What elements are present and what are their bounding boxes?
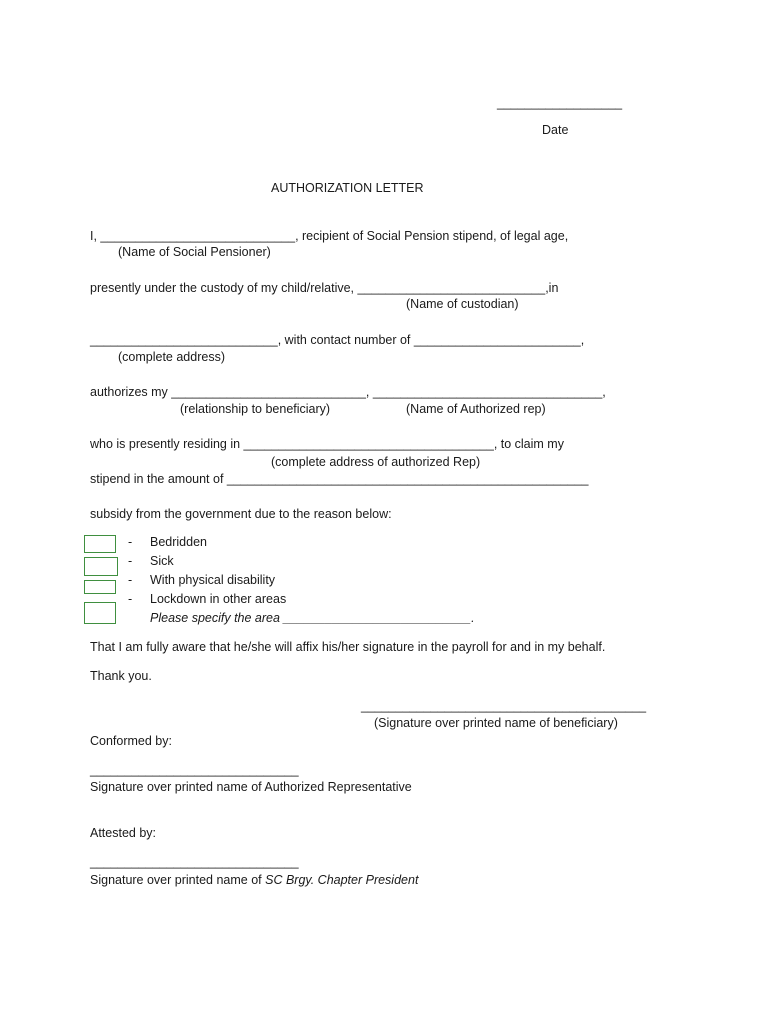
reason-item-bedridden: Bedridden bbox=[150, 535, 207, 549]
reason-item-lockdown: Lockdown in other areas bbox=[150, 592, 287, 606]
attested-heading: Attested by: bbox=[90, 826, 157, 840]
reason-dash-3: - bbox=[128, 573, 133, 587]
reason-checkbox-4[interactable] bbox=[84, 602, 116, 624]
date-label: Date bbox=[542, 123, 569, 137]
body-line-2: presently under the custody of my child/relative, ___________________________,in bbox=[90, 281, 559, 295]
reason-specify-area: Please specify the area ___________________________. bbox=[150, 611, 475, 625]
body-line-1: I, ____________________________, recipient of Social Pension stipend, of legal age, bbox=[90, 229, 569, 243]
body-line-4-caption-relationship: (relationship to beneficiary) bbox=[180, 402, 331, 416]
body-line-2-caption: (Name of custodian) bbox=[406, 297, 519, 311]
beneficiary-signature-label: (Signature over printed name of beneficiary) bbox=[374, 716, 618, 730]
body-line-3-caption: (complete address) bbox=[118, 350, 225, 364]
reason-item-physical-disability: With physical disability bbox=[150, 573, 276, 587]
reason-item-sick: Sick bbox=[150, 554, 174, 568]
letter-title: AUTHORIZATION LETTER bbox=[271, 181, 424, 195]
attested-label-prefix: Signature over printed name of bbox=[90, 873, 266, 887]
body-line-1-caption: (Name of Social Pensioner) bbox=[118, 245, 271, 259]
reason-checkbox-2[interactable] bbox=[84, 557, 118, 576]
reason-dash-2: - bbox=[128, 554, 133, 568]
body-line-6: stipend in the amount of ____________________________________________________ bbox=[90, 472, 589, 486]
body-line-4: authorizes my ____________________________, _________________________________, bbox=[90, 385, 606, 399]
conformed-signature-label: Signature over printed name of Authorized Representative bbox=[90, 780, 412, 794]
body-line-5-caption: (complete address of authorized Rep) bbox=[271, 455, 481, 469]
reason-checkbox-1[interactable] bbox=[84, 535, 116, 553]
body-line-7: subsidy from the government due to the reason below: bbox=[90, 507, 392, 521]
beneficiary-signature-line: _________________________________________ bbox=[361, 699, 647, 713]
reason-checkbox-3[interactable] bbox=[84, 580, 116, 594]
attested-signature-label bbox=[90, 873, 418, 888]
thank-you: Thank you. bbox=[90, 669, 152, 683]
conformed-signature-line: ______________________________ bbox=[90, 763, 299, 777]
reason-dash-4: - bbox=[128, 592, 133, 606]
reason-dash-1: - bbox=[128, 535, 133, 549]
body-line-3: ___________________________, with contact number of ________________________, bbox=[90, 333, 585, 347]
body-line-4-caption-rep-name: (Name of Authorized rep) bbox=[406, 402, 546, 416]
date-line: __________________ bbox=[497, 96, 623, 110]
conformed-heading: Conformed by: bbox=[90, 734, 172, 748]
attested-label-title: SC Brgy. Chapter President bbox=[265, 873, 419, 887]
body-line-5: who is presently residing in ____________________________________, to claim my bbox=[90, 437, 564, 451]
attested-signature-line: ______________________________ bbox=[90, 855, 299, 869]
awareness-statement: That I am fully aware that he/she will affix his/her signature in the payroll for and in my behalf. bbox=[90, 640, 606, 654]
